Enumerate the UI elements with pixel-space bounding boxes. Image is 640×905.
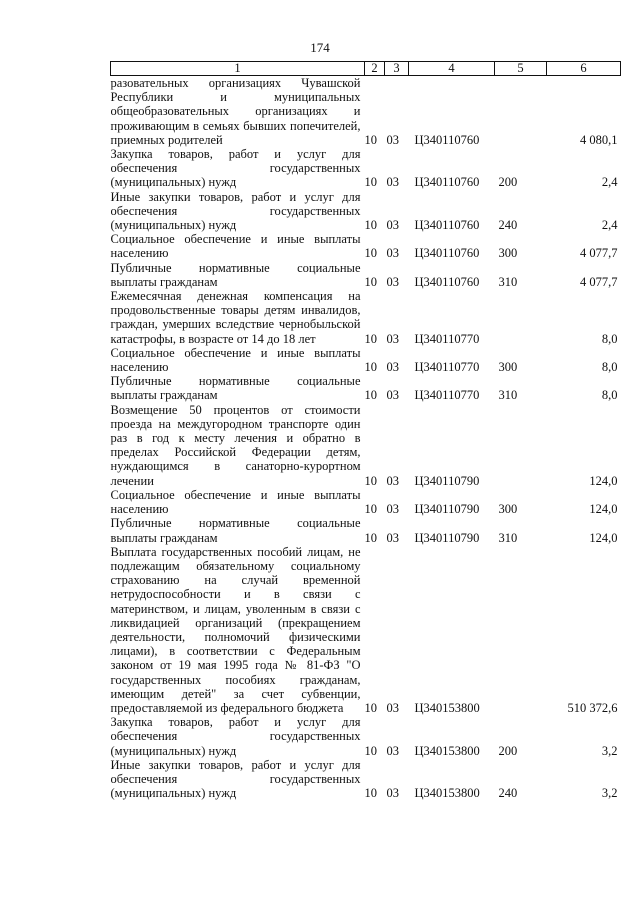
row-expense-type xyxy=(495,76,547,148)
row-target-article: Ц340110760 xyxy=(414,218,480,233)
row-amount: 8,0 xyxy=(601,388,618,403)
row-amount: 124,0 xyxy=(589,502,618,517)
row-amount: 4 077,7 xyxy=(580,274,618,289)
row-target-article: Ц340110760 xyxy=(414,132,480,147)
row-expense-type: 300 xyxy=(498,502,518,517)
row-name: Публичные нормативные социальные выплаты гражданам xyxy=(110,260,361,289)
row-target-article: Ц340110770 xyxy=(414,331,480,346)
row-subsection: 03 xyxy=(386,530,399,545)
row-subsection: 03 xyxy=(386,274,399,289)
table-header xyxy=(111,62,621,76)
row-name: Иные закупки товаров, работ и услуг для обеспечения государственных (муниципальных) нужд xyxy=(110,757,361,801)
row-target-article: Ц340110760 xyxy=(414,246,480,261)
row-section: 10 xyxy=(364,388,377,403)
row-expense-type: 300 xyxy=(498,360,518,375)
row-section: 10 xyxy=(364,473,377,488)
table-row xyxy=(111,147,621,190)
header-col-4: 4 xyxy=(409,62,495,76)
row-section: 10 xyxy=(364,786,377,801)
row-expense-type: 240 xyxy=(498,218,518,233)
row-name: Закупка товаров, работ и услуг для обеспечения государственных (муниципальных) нужд xyxy=(110,147,361,190)
table-row xyxy=(111,346,621,374)
row-name: Иные закупки товаров, работ и услуг для обеспечения государственных (муниципальных) нужд xyxy=(110,189,361,233)
row-amount: 4 077,7 xyxy=(580,246,618,261)
row-amount: 3,2 xyxy=(601,786,618,801)
table-row xyxy=(111,76,621,148)
row-subsection: 03 xyxy=(386,502,399,517)
table-row xyxy=(111,232,621,260)
header-col-2: 2 xyxy=(365,62,385,76)
row-target-article: Ц340153800 xyxy=(414,700,480,715)
row-amount: 2,4 xyxy=(601,218,618,233)
row-section: 10 xyxy=(364,700,377,715)
table-row xyxy=(111,715,621,758)
row-target-article: Ц340110770 xyxy=(414,360,480,375)
header-col-3: 3 xyxy=(385,62,409,76)
row-name: Закупка товаров, работ и услуг для обеспечения государственных (муниципальных) нужд xyxy=(110,715,361,758)
table-body xyxy=(111,76,621,801)
row-amount: 3,2 xyxy=(601,743,618,758)
table-row xyxy=(111,261,621,289)
table-row xyxy=(111,545,621,715)
row-name: Социальное обеспечение и иные выплаты населению xyxy=(110,232,361,261)
row-expense-type xyxy=(495,545,547,715)
row-amount: 124,0 xyxy=(589,473,618,488)
row-amount: 2,4 xyxy=(601,175,618,190)
row-subsection: 03 xyxy=(386,246,399,261)
row-section: 10 xyxy=(364,360,377,375)
row-section: 10 xyxy=(364,331,377,346)
row-expense-type: 200 xyxy=(498,175,518,190)
row-subsection: 03 xyxy=(386,743,399,758)
table-row xyxy=(111,758,621,801)
row-subsection: 03 xyxy=(386,218,399,233)
row-name: Выплата государственных пособий лицам, не подлежащим обязательному социальному страхованию на случай временной нетрудоспособности и в связи с материнством, и лицам, уволенным в связи с ликвидацией организаций (прекращением деятельности, полномочий физическими лицами), в соответствии с Федеральным законом от 19 мая 1995 года № 81-ФЗ "О государственных пособиях гражданам, имеющим детей" за счет субвенции, предоставляемой из федерального бюджета xyxy=(110,544,361,715)
row-target-article: Ц340153800 xyxy=(414,743,480,758)
row-section: 10 xyxy=(364,530,377,545)
row-amount: 8,0 xyxy=(601,331,618,346)
row-target-article: Ц340110770 xyxy=(414,388,480,403)
row-target-article: Ц340110760 xyxy=(414,274,480,289)
row-name: Публичные нормативные социальные выплаты гражданам xyxy=(110,516,361,545)
row-target-article: Ц340110760 xyxy=(414,175,480,190)
row-name: Публичные нормативные социальные выплаты гражданам xyxy=(110,374,361,403)
row-target-article: Ц340110790 xyxy=(414,530,480,545)
row-section: 10 xyxy=(364,743,377,758)
table-row xyxy=(111,374,621,402)
row-expense-type xyxy=(495,289,547,346)
row-subsection: 03 xyxy=(386,175,399,190)
row-name: Ежемесячная денежная компенсация на продовольственные товары детям инвалидов, граждан, умерших вследствие чернобыльской катастрофы, в возрасте от 14 до 18 лет xyxy=(110,289,361,346)
row-expense-type: 310 xyxy=(498,388,518,403)
row-subsection: 03 xyxy=(386,473,399,488)
row-expense-type: 200 xyxy=(498,743,518,758)
row-subsection: 03 xyxy=(386,132,399,147)
row-section: 10 xyxy=(364,246,377,261)
page-number: 174 xyxy=(310,40,330,55)
table-row xyxy=(111,403,621,488)
row-section: 10 xyxy=(364,175,377,190)
row-expense-type xyxy=(495,403,547,488)
row-subsection: 03 xyxy=(386,388,399,403)
row-name: разовательных организациях Чувашской Республики и муниципальных общеобразовательных организациях и проживающим в семьях бывших попечителей, приемных родителей xyxy=(110,76,361,147)
table-row xyxy=(111,190,621,233)
row-subsection: 03 xyxy=(386,700,399,715)
row-amount: 510 372,6 xyxy=(567,700,618,715)
row-subsection: 03 xyxy=(386,360,399,375)
row-expense-type: 240 xyxy=(498,786,518,801)
row-section: 10 xyxy=(364,218,377,233)
row-section: 10 xyxy=(364,132,377,147)
row-amount: 124,0 xyxy=(589,530,618,545)
row-expense-type: 310 xyxy=(498,530,518,545)
row-amount: 8,0 xyxy=(601,360,618,375)
row-subsection: 03 xyxy=(386,786,399,801)
header-col-6: 6 xyxy=(547,62,621,76)
header-col-1: 1 xyxy=(111,62,365,76)
table-row xyxy=(111,516,621,544)
row-expense-type: 310 xyxy=(498,274,518,289)
row-name: Социальное обеспечение и иные выплаты населению xyxy=(110,345,361,375)
row-amount: 4 080,1 xyxy=(580,132,618,147)
row-subsection: 03 xyxy=(386,331,399,346)
row-section: 10 xyxy=(364,502,377,517)
row-target-article: Ц340110790 xyxy=(414,502,480,517)
table-row xyxy=(111,289,621,346)
row-target-article: Ц340110790 xyxy=(414,473,480,488)
row-target-article: Ц340153800 xyxy=(414,786,480,801)
header-col-5: 5 xyxy=(495,62,547,76)
budget-table xyxy=(110,61,621,800)
row-expense-type: 300 xyxy=(498,246,518,261)
row-name: Возмещение 50 процентов от стоимости проезда на междугородном транспорте один раз в год к месту лечения и обратно в пределах Российской Федерации детям, нуждающимся в санаторно-курортном лечении xyxy=(110,402,361,488)
row-section: 10 xyxy=(364,274,377,289)
table-row xyxy=(111,488,621,516)
row-name: Социальное обеспечение и иные выплаты населению xyxy=(110,487,361,517)
